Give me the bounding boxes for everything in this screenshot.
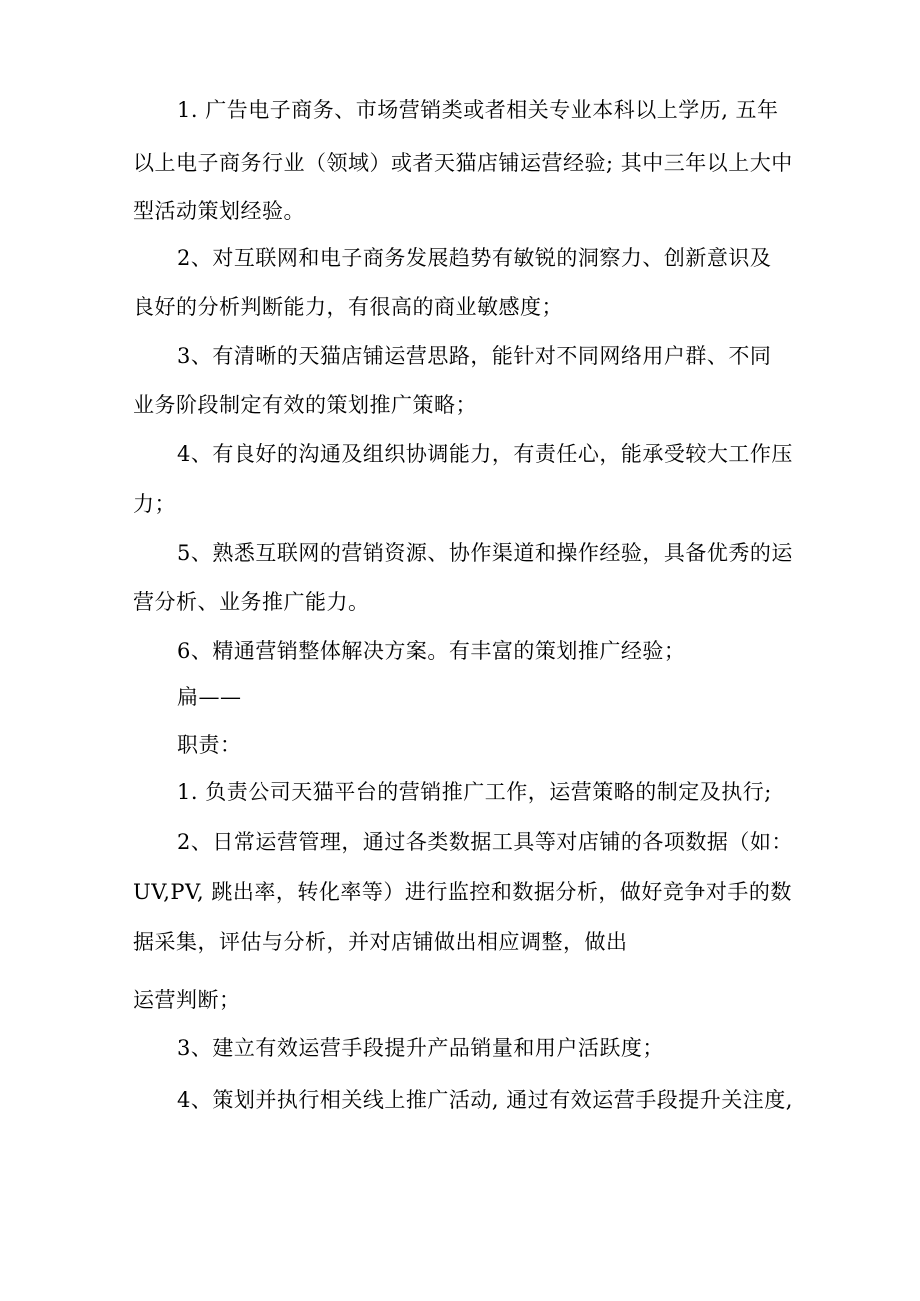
duty-2-line-1: 2、日常运营管理，通过各类数据工具等对店铺的各项数据（如： bbox=[177, 830, 793, 854]
requirement-2-line-2: 良好的分析判断能力，有很高的商业敏感度； bbox=[133, 295, 563, 319]
requirement-6-line-1: 6、精通营销整体解决方案。有丰富的策划推广经验； bbox=[177, 639, 686, 663]
requirement-5-line-2: 营分析、业务推广能力。 bbox=[133, 590, 370, 614]
requirement-4-line-2: 力； bbox=[133, 492, 176, 516]
duties-heading: 职责： bbox=[177, 733, 242, 757]
requirement-3-line-2: 业务阶段制定有效的策划推广策略； bbox=[133, 393, 477, 417]
duty-2-line-4: 运营判断； bbox=[133, 988, 241, 1012]
duty-2-line-2: UV,PV, 跳出率，转化率等）进行监控和数据分析，做好竞争对手的数 bbox=[133, 880, 792, 904]
requirement-1-line-2: 以上电子商务行业（领域）或者天猫店铺运营经验; 其中三年以上大中 bbox=[133, 151, 793, 175]
requirement-3-line-1: 3、有清晰的天猫店铺运营思路，能针对不同网络用户群、不同 bbox=[177, 344, 772, 368]
requirement-5-line-1: 5、熟悉互联网的营销资源、协作渠道和操作经验，具备优秀的运 bbox=[177, 541, 793, 565]
duty-2-line-3: 据采集，评估与分析，并对店铺做出相应调整，做出 bbox=[133, 930, 628, 954]
section-marker: 扁—— bbox=[177, 685, 242, 709]
requirement-1-line-3: 型活动策划经验。 bbox=[133, 199, 305, 223]
duty-1-line-1: 1. 负责公司天猫平台的营销推广工作，运营策略的制定及执行; bbox=[177, 780, 772, 804]
duty-3-line-1: 3、建立有效运营手段提升产品销量和用户活跃度； bbox=[177, 1036, 664, 1060]
requirement-1-line-1: 1. 广告电子商务、市场营销类或者相关专业本科以上学历, 五年 bbox=[177, 98, 779, 122]
requirement-2-line-1: 2、对互联网和电子商务发展趋势有敏锐的洞察力、创新意识及 bbox=[177, 246, 772, 270]
duty-4-line-1: 4、策划并执行相关线上推广活动, 通过有效运营手段提升关注度, bbox=[177, 1088, 793, 1112]
requirement-4-line-1: 4、有良好的沟通及组织协调能力，有责任心，能承受较大工作压 bbox=[177, 442, 793, 466]
